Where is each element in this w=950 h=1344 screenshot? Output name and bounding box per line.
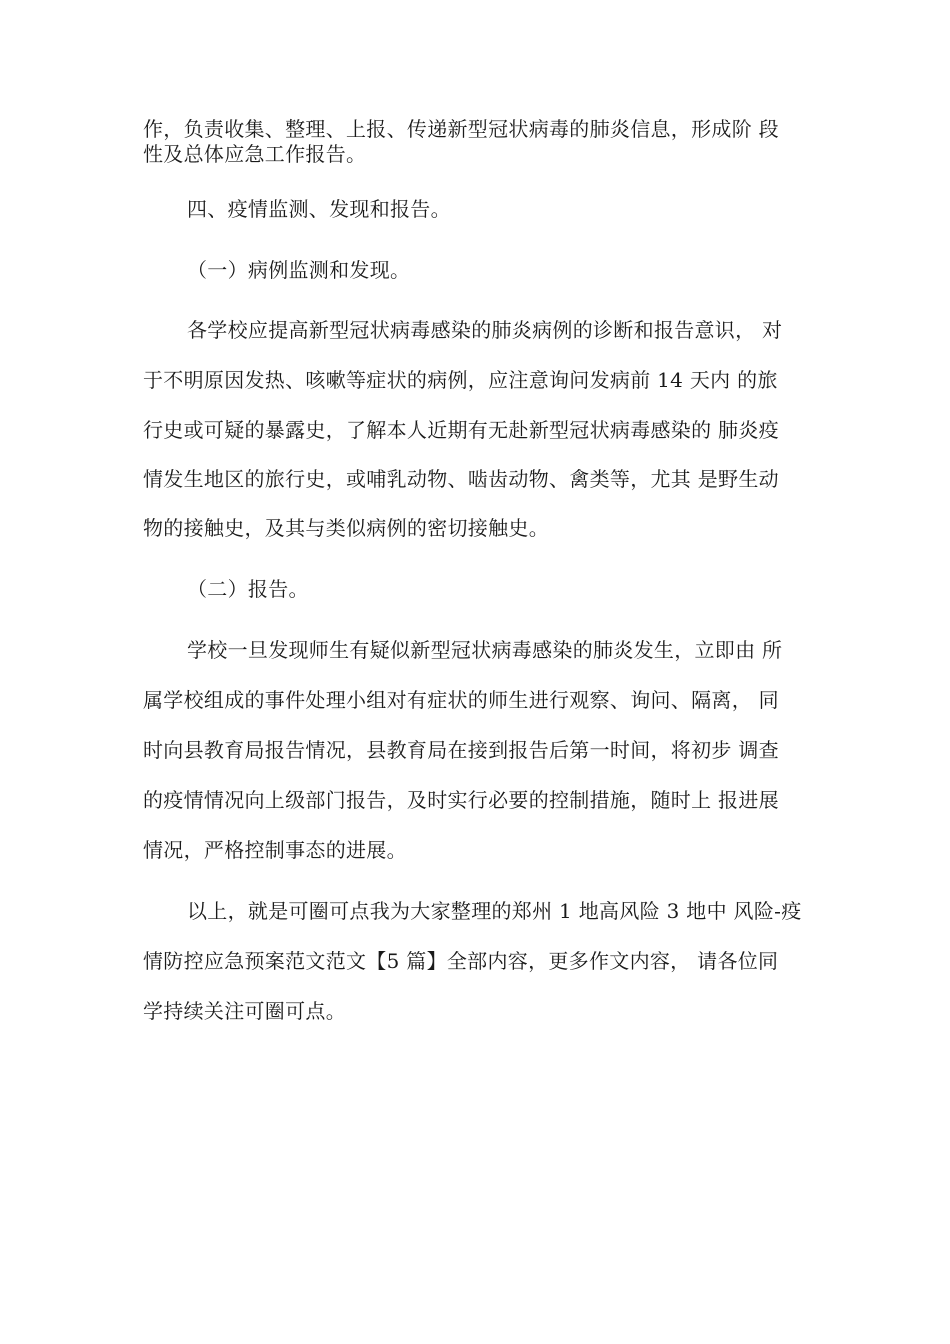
text-line: 以上，就是可圈可点我为大家整理的郑州 1 地高风险 3 地中 风险-疫 [187,899,802,923]
section-heading: 四、疫情监测、发现和报告。 [187,197,451,221]
text-line: 于不明原因发热、咳嗽等症状的病例，应注意询问发病前 14 天内 的旅 [143,368,778,392]
subsection-heading: （二）报告。 [187,577,309,601]
text-line: 情防控应急预案范文范文【5 篇】全部内容，更多作文内容， 请各位同 [143,949,779,973]
text-line: 时向县教育局报告情况，县教育局在接到报告后第一时间，将初步 调查 [143,738,779,762]
text-line: 学校一旦发现师生有疑似新型冠状病毒感染的肺炎发生，立即由 所 [187,638,783,662]
text-line: 各学校应提高新型冠状病毒感染的肺炎病例的诊断和报告意识， 对 [187,318,783,342]
text-line: 情况，严格控制事态的进展。 [143,838,407,862]
text-line: 属学校组成的事件处理小组对有症状的师生进行观察、询问、隔离， 同 [143,688,779,712]
text-line: 的疫情情况向上级部门报告，及时实行必要的控制措施，随时上 报进展 [143,788,779,812]
text-line: 性及总体应急工作报告。 [143,142,367,166]
text-line: 情发生地区的旅行史，或哺乳动物、啮齿动物、禽类等，尤其 是野生动 [143,467,779,491]
text-line: 物的接触史，及其与类似病例的密切接触史。 [143,516,549,540]
text-line: 行史或可疑的暴露史，了解本人近期有无赴新型冠状病毒感染的 肺炎疫 [143,418,779,442]
subsection-heading: （一）病例监测和发现。 [187,258,411,282]
text-line: 学持续关注可圈可点。 [143,999,346,1023]
text-line: 作，负责收集、整理、上报、传递新型冠状病毒的肺炎信息，形成阶 段 [143,117,779,141]
